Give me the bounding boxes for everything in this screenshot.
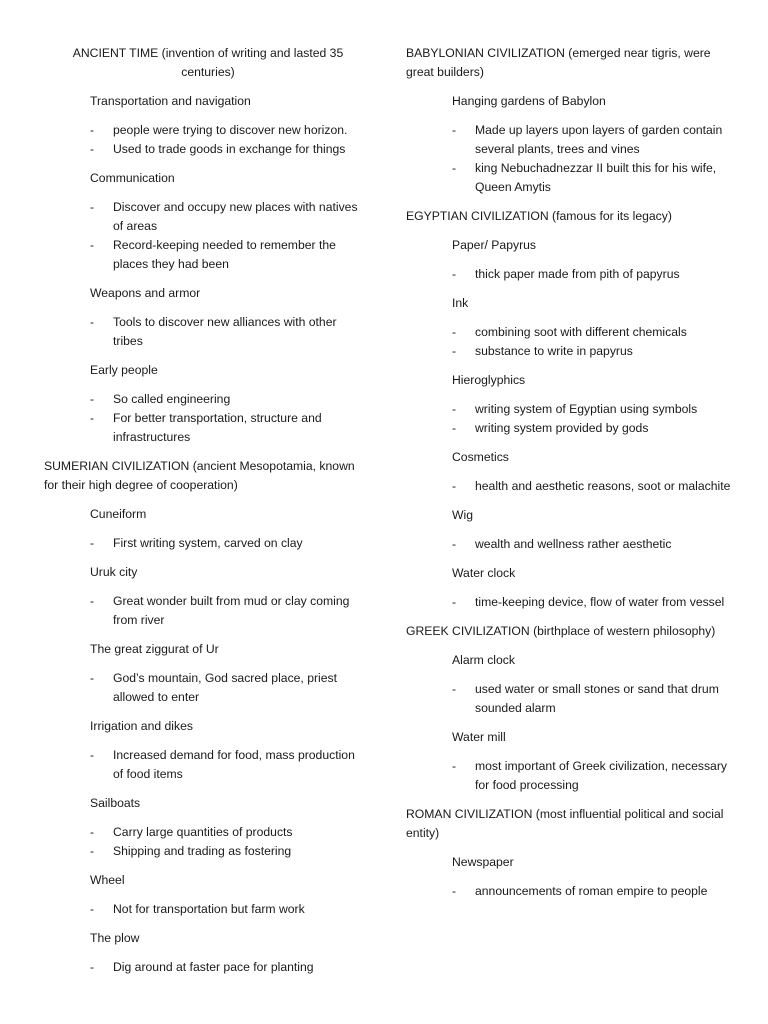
bullet-text: most important of Greek civilization, necessary for food processing — [475, 759, 727, 792]
bullet-item — [90, 409, 366, 447]
dash-bullet: - — [452, 595, 457, 609]
topic-section — [44, 284, 366, 351]
civilization-sections — [406, 853, 732, 901]
bullet-list — [44, 390, 366, 447]
bullet-item — [452, 323, 732, 342]
topic-section — [406, 448, 732, 496]
dash-bullet: - — [90, 200, 95, 214]
topic-section — [406, 651, 732, 718]
topic-heading: Uruk city — [90, 565, 138, 579]
topic-section — [44, 563, 366, 630]
bullet-item — [90, 390, 366, 409]
bullet-item — [452, 419, 732, 438]
dash-bullet: - — [90, 844, 95, 858]
topic-heading: Irrigation and dikes — [90, 719, 193, 733]
civilization-heading: GREEK CIVILIZATION (birthplace of western philosophy) — [406, 624, 716, 638]
dash-bullet: - — [90, 142, 95, 156]
topic-heading: Hieroglyphics — [452, 373, 526, 387]
bullet-list — [406, 757, 732, 795]
dash-bullet: - — [90, 315, 95, 329]
dash-bullet: - — [452, 402, 457, 416]
bullet-item — [452, 342, 732, 361]
topic-section — [44, 794, 366, 861]
bullet-text: substance to write in papyrus — [475, 344, 633, 358]
bullet-item — [90, 236, 366, 274]
dash-bullet: - — [452, 325, 457, 339]
topic-section — [406, 728, 732, 795]
bullet-item — [90, 592, 366, 630]
topic-heading: Newspaper — [452, 855, 514, 869]
dash-bullet: - — [90, 411, 95, 425]
bullet-text: time-keeping device, flow of water from vessel — [475, 595, 725, 609]
topic-heading: Communication — [90, 171, 175, 185]
right-column — [406, 44, 732, 911]
sumerian-heading: SUMERIAN CIVILIZATION (ancient Mesopotamia, known for their high degree of cooperation) — [44, 459, 355, 492]
topic-section — [406, 506, 732, 554]
bullet-list — [406, 400, 732, 438]
bullet-text: health and aesthetic reasons, soot or malachite — [475, 479, 731, 493]
topic-heading: The plow — [90, 931, 140, 945]
sumerian-sections — [44, 505, 366, 977]
bullet-item — [90, 958, 366, 977]
topic-section — [44, 717, 366, 784]
dash-bullet: - — [90, 960, 95, 974]
topic-section — [406, 371, 732, 438]
civilization-block — [406, 207, 732, 612]
dash-bullet: - — [90, 594, 95, 608]
dash-bullet: - — [452, 479, 457, 493]
civilization-heading: EGYPTIAN CIVILIZATION (famous for its legacy) — [406, 209, 672, 223]
civilization-heading: BABYLONIAN CIVILIZATION (emerged near tigris, were great builders) — [406, 46, 711, 79]
bullet-item — [452, 159, 732, 197]
civilization-heading: ROMAN CIVILIZATION (most influential political and social entity) — [406, 807, 724, 840]
topic-heading: Sailboats — [90, 796, 141, 810]
bullet-item — [452, 882, 732, 901]
bullet-item — [452, 477, 732, 496]
dash-bullet: - — [90, 671, 95, 685]
civilization-block — [406, 622, 732, 795]
topic-heading: Ink — [452, 296, 469, 310]
bullet-list — [44, 669, 366, 707]
bullet-list — [44, 592, 366, 630]
topic-section — [44, 871, 366, 919]
bullet-text: Carry large quantities of products — [113, 825, 293, 839]
bullet-list — [406, 680, 732, 718]
bullet-list — [406, 535, 732, 554]
bullet-item — [90, 198, 366, 236]
topic-section — [406, 92, 732, 197]
bullet-list — [44, 900, 366, 919]
dash-bullet: - — [90, 392, 95, 406]
bullet-item — [90, 140, 366, 159]
dash-bullet: - — [90, 536, 95, 550]
topic-section — [406, 853, 732, 901]
civilization-sections — [406, 651, 732, 795]
bullet-text: writing system provided by gods — [475, 421, 649, 435]
civilization-sections — [406, 236, 732, 612]
bullet-text: Discover and occupy new places with natives of areas — [113, 200, 358, 233]
bullet-item — [90, 121, 366, 140]
bullet-text: people were trying to discover new horizon. — [113, 123, 348, 137]
bullet-item — [452, 121, 732, 159]
bullet-item — [90, 313, 366, 351]
bullet-item — [90, 669, 366, 707]
topic-heading: Alarm clock — [452, 653, 515, 667]
bullet-list — [406, 882, 732, 901]
dash-bullet: - — [90, 748, 95, 762]
topic-heading: Wig — [452, 508, 473, 522]
bullet-item — [452, 680, 732, 718]
bullet-text: Increased demand for food, mass production of food items — [113, 748, 355, 781]
topic-section — [406, 294, 732, 361]
bullet-text: Great wonder built from mud or clay coming from river — [113, 594, 350, 627]
bullet-item — [452, 535, 732, 554]
bullet-list — [44, 121, 366, 159]
dash-bullet: - — [90, 902, 95, 916]
bullet-item — [452, 400, 732, 419]
topic-heading: Hanging gardens of Babylon — [452, 94, 606, 108]
bullet-item — [90, 534, 366, 553]
topic-section — [44, 929, 366, 977]
bullet-list — [44, 746, 366, 784]
bullet-item — [90, 900, 366, 919]
dash-bullet: - — [452, 537, 457, 551]
dash-bullet: - — [90, 238, 95, 252]
topic-heading: Early people — [90, 363, 158, 377]
bullet-text: God’s mountain, God sacred place, priest allowed to enter — [113, 671, 338, 704]
topic-heading: Cuneiform — [90, 507, 147, 521]
civilizations-list — [406, 44, 732, 901]
bullet-list — [44, 313, 366, 351]
dash-bullet: - — [452, 759, 457, 773]
topic-heading: Transportation and navigation — [90, 94, 251, 108]
topic-heading: Cosmetics — [452, 450, 509, 464]
bullet-text: king Nebuchadnezzar II built this for his wife, Queen Amytis — [475, 161, 717, 194]
left-column — [44, 44, 366, 987]
bullet-text: Used to trade goods in exchange for things — [113, 142, 346, 156]
dash-bullet: - — [452, 267, 457, 281]
topic-heading: The great ziggurat of Ur — [90, 642, 219, 656]
bullet-text: Not for transportation but farm work — [113, 902, 305, 916]
topic-section — [44, 169, 366, 274]
bullet-list — [44, 823, 366, 861]
topic-section — [406, 236, 732, 284]
bullet-text: combining soot with different chemicals — [475, 325, 687, 339]
bullet-item — [90, 842, 366, 861]
topic-section — [44, 505, 366, 553]
bullet-list — [44, 198, 366, 274]
bullet-list — [406, 265, 732, 284]
bullet-text: For better transportation, structure and infrastructures — [113, 411, 322, 444]
dash-bullet: - — [452, 682, 457, 696]
bullet-item — [452, 593, 732, 612]
topic-heading: Water clock — [452, 566, 516, 580]
dash-bullet: - — [452, 123, 457, 137]
topic-heading: Water mill — [452, 730, 506, 744]
civilization-block — [406, 44, 732, 197]
bullet-item — [452, 265, 732, 284]
dash-bullet: - — [90, 825, 95, 839]
dash-bullet: - — [452, 421, 457, 435]
bullet-text: writing system of Egyptian using symbols — [475, 402, 698, 416]
bullet-list — [406, 323, 732, 361]
bullet-text: Dig around at faster pace for planting — [113, 960, 314, 974]
topic-heading: Wheel — [90, 873, 125, 887]
civilization-sections — [406, 92, 732, 197]
ancient-time-title: ANCIENT TIME (invention of writing and lasted 35 centuries) — [72, 46, 344, 79]
topic-section — [406, 564, 732, 612]
dash-bullet: - — [452, 161, 457, 175]
dash-bullet: - — [90, 123, 95, 137]
bullet-text: Made up layers upon layers of garden contain several plants, trees and vines — [475, 123, 723, 156]
bullet-item — [452, 757, 732, 795]
dash-bullet: - — [452, 884, 457, 898]
topic-heading: Weapons and armor — [90, 286, 201, 300]
bullet-text: First writing system, carved on clay — [113, 536, 303, 550]
topic-section — [44, 92, 366, 159]
dash-bullet: - — [452, 344, 457, 358]
bullet-list — [406, 477, 732, 496]
topic-heading: Paper/ Papyrus — [452, 238, 537, 252]
bullet-item — [90, 823, 366, 842]
bullet-text: Shipping and trading as fostering — [113, 844, 292, 858]
bullet-text: wealth and wellness rather aesthetic — [475, 537, 672, 551]
bullet-list — [406, 121, 732, 197]
intro-sections — [44, 92, 366, 447]
civilization-block — [406, 805, 732, 901]
bullet-list — [406, 593, 732, 612]
bullet-text: Record-keeping needed to remember the places they had been — [113, 238, 336, 271]
bullet-text: thick paper made from pith of papyrus — [475, 267, 680, 281]
bullet-list — [44, 958, 366, 977]
bullet-item — [90, 746, 366, 784]
bullet-text: So called engineering — [113, 392, 231, 406]
bullet-text: announcements of roman empire to people — [475, 884, 708, 898]
bullet-list — [44, 534, 366, 553]
topic-section — [44, 640, 366, 707]
bullet-text: Tools to discover new alliances with other tribes — [113, 315, 337, 348]
topic-section — [44, 361, 366, 447]
bullet-text: used water or small stones or sand that drum sounded alarm — [475, 682, 719, 715]
